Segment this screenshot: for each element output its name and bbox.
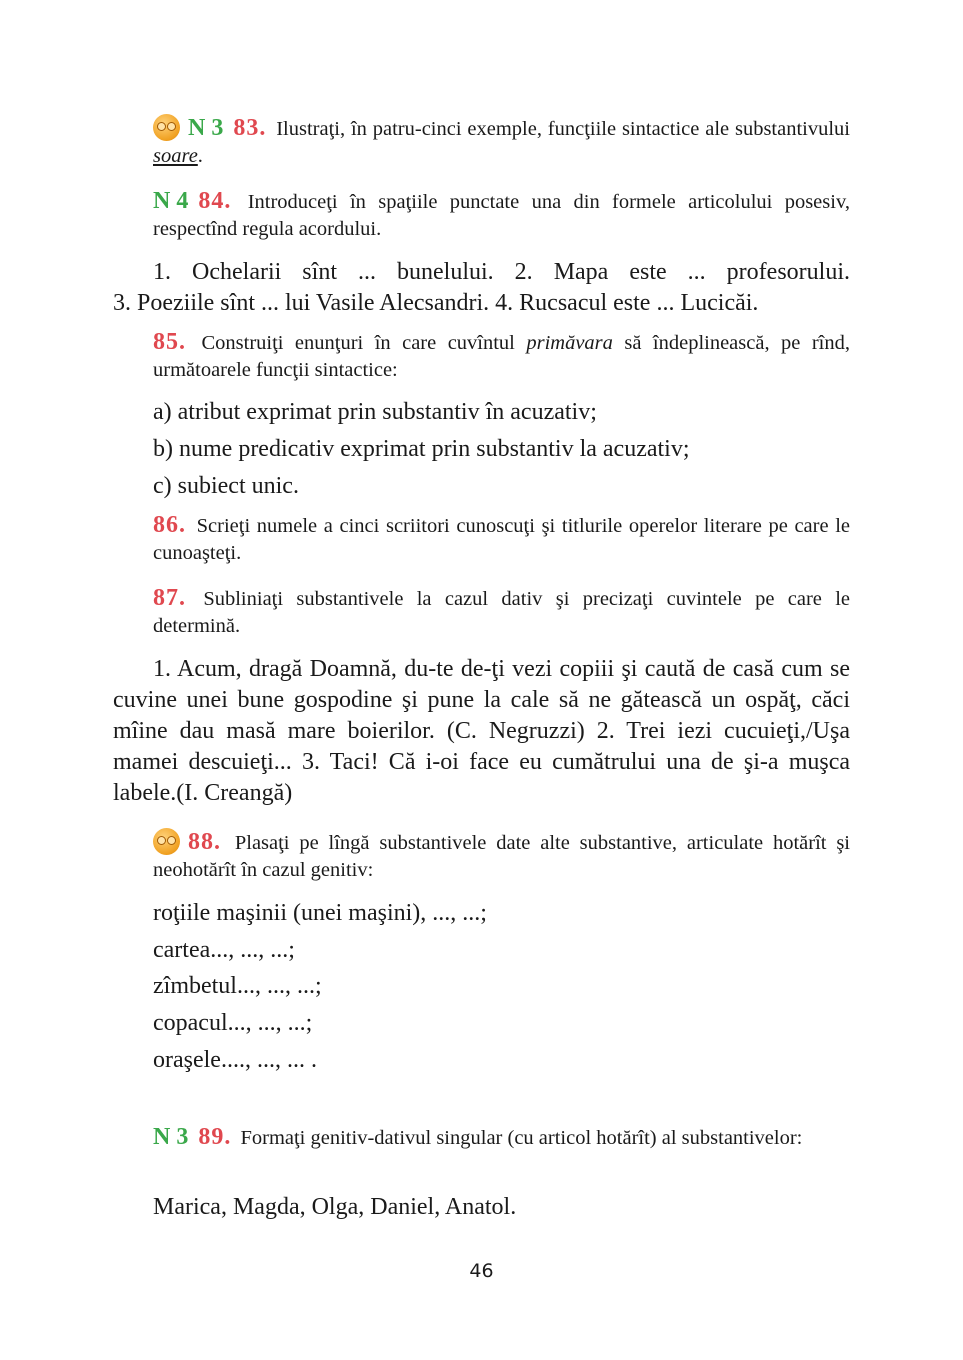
- exercise-87-text: 1. Acum, dragă Doamnă, du-te de-ţi vezi copiii şi caută de casă cum se cuvine unei bune gospodine şi pune la cale să ne gătească un ospăţ, căci mîine dau masă mare boierilor. (C. Negruzzi) 2. Trei iezi cucuieţi,/Uşa mamei descuieţi... 3. Taci! Că i-oi face eu cumătrului una de şi-a muşca labele.(I. Creangă): [113, 656, 850, 806]
- exercise-89: [153, 1124, 850, 1152]
- exercise-84-line-2: 3. Poeziile sînt ... lui Vasile Alecsandri. 4. Rucsacul este ... Lucicăi.: [113, 290, 759, 316]
- level-badge: N 3: [188, 115, 226, 141]
- exercise-number: 88.: [188, 829, 221, 855]
- list-item: oraşele...., ..., ... .: [153, 1047, 317, 1073]
- exercise-number: 86.: [153, 512, 186, 538]
- list-item: c) subiect unic.: [153, 473, 299, 499]
- exercise-instruction: Subliniaţi substantivele la cazul dativ şi precizaţi cuvintele pe care le determină.: [153, 588, 851, 637]
- exercise-88: [153, 828, 850, 884]
- page-number: 46: [469, 1260, 494, 1282]
- level-badge: N 3: [153, 1124, 191, 1150]
- exercise-number: 83.: [233, 115, 267, 141]
- two-faces-icon: [153, 114, 180, 141]
- exercise-84: [153, 188, 850, 243]
- exercise-number: 84.: [198, 188, 232, 214]
- level-badge: N 4: [153, 188, 191, 214]
- list-item: zîmbetul..., ..., ...;: [153, 973, 322, 999]
- exercise-instruction: Ilustraţi, în patru-cinci exemple, funcţiile sintactice ale substantivului: [276, 118, 850, 140]
- list-item: copacul..., ..., ...;: [153, 1010, 313, 1036]
- exercise-instruction: Introduceţi în spaţiile punctate una din formele articolului posesiv, respectînd regula acordului.: [153, 191, 850, 240]
- key-word: primăvara: [526, 332, 613, 354]
- exercise-number: 85.: [153, 329, 186, 355]
- key-word: soare: [153, 145, 198, 167]
- exercise-number: 89.: [198, 1124, 232, 1150]
- two-faces-icon: [153, 828, 180, 855]
- exercise-84-line-1: 1. Ochelarii sînt ... bunelului. 2. Mapa este ... profesorului.: [153, 259, 850, 285]
- list-item: roţiile maşinii (unei maşini), ..., ...;: [153, 900, 487, 926]
- exercise-instruction: Plasaţi pe lîngă substantivele date alte substantive, articulate hotărît şi neohotărît în cazul genitiv:: [153, 832, 850, 881]
- exercise-85: 85. Construiţi enunţuri în care cuvîntul primăvara să îndeplinească, pe rînd, următoarele funcţii sintactice:: [153, 329, 850, 381]
- exercise-89-text: Marica, Magda, Olga, Daniel, Anatol.: [153, 1194, 517, 1220]
- exercise-instruction: Scrieţi numele a cinci scriitori cunoscuţi şi titlurile operelor literare pe care le cunoaşteţi.: [153, 515, 850, 564]
- exercise-87: [153, 585, 850, 640]
- exercise-83: N 3 83. Ilustraţi, în patru-cinci exemple, funcţiile sintactice ale substantivului soare.: [153, 115, 850, 167]
- list-item: a) atribut exprimat prin substantiv în acuzativ;: [153, 399, 597, 425]
- list-item: cartea..., ..., ...;: [153, 937, 295, 963]
- exercise-86: [153, 512, 850, 567]
- exercise-instruction: Formaţi genitiv-dativul singular (cu articol hotărît) al substantivelor:: [240, 1127, 803, 1149]
- list-item: b) nume predicativ exprimat prin substantiv la acuzativ;: [153, 436, 690, 462]
- exercise-number: 87.: [153, 585, 186, 611]
